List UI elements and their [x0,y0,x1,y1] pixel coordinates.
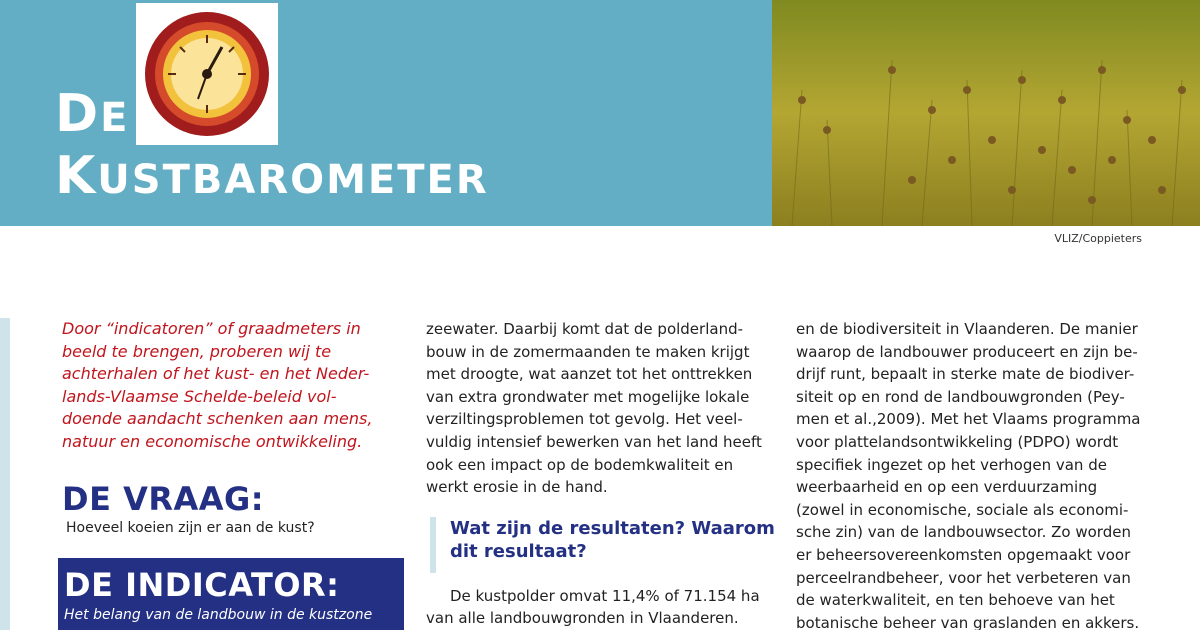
body-line: waarop de landbouwer produceert en zijn be- [796,342,1138,361]
barometer-dial-icon [136,3,278,145]
photo-credit: VLIZ/Coppieters [1054,232,1142,245]
body-line: (zowel in economische, sociale als economi- [796,500,1129,519]
intro-line: lands-Vlaamse Schelde-beleid vol- [62,386,337,406]
vraag-heading: DE VRAAG: [62,480,265,518]
subheading-accent-bar [430,517,436,573]
column-2-last-text [426,607,772,630]
flax-field-illustration [772,0,1200,226]
body-line: specifiek ingezet op het verhogen van de [796,455,1107,474]
body-line: er beheersovereenkomsten opgemaakt voor [796,545,1131,564]
body-line: met droogte, wat aanzet tot het onttrekken [426,365,753,384]
body-line: bouw in de zomermaanden te maken krijgt [426,342,750,361]
body-line: men et al.,2009). Met het Vlaams programma [796,410,1141,429]
intro-line: achterhalen of het kust- en het Neder- [62,364,370,383]
body-line: zeewater. Daarbij komt dat de polderland- [426,320,744,338]
body-line: ook een impact op de bodemkwaliteit en [426,455,734,474]
column-3-text [796,318,1156,630]
column-2-after-text [450,585,770,608]
barometer-logo [136,3,278,145]
body-line: siteit op en rond de landbouwgronden (Pey- [796,387,1125,406]
intro-line: doende aandacht schenken aan mens, [62,409,373,428]
body-line: en de biodiversiteit in Vlaanderen. De manier [796,320,1138,338]
intro-line: Door “indicatoren” of graadmeters in [62,319,361,338]
intro-line: natuur en economische ontwikkeling. [62,431,363,451]
results-subheading: Wat zijn de resultaten? Waarom dit resultaat? [450,518,775,562]
body-line: van extra grondwater met mogelijke lokale [426,387,750,406]
body-line: sche zin) van de landbouwsector. Zo worden [796,523,1131,542]
indicator-heading: DE INDICATOR: [64,566,340,604]
body-line: De kustpolder omvat 11,4% of 71.154 ha [450,587,760,605]
body-line: voor plattelandsontwikkeling (PDPO) wordt [796,432,1119,451]
vraag-text: Hoeveel koeien zijn er aan de kust? [66,520,315,536]
indicator-text: Het belang van de landbouw in de kustzone [64,607,373,623]
body-line: verziltingsproblemen tot gevolg. Het veel- [426,410,743,429]
body-line: vuldig intensief bewerken van het land heeft [426,432,762,451]
flax-field-photo [772,0,1200,226]
body-line: perceelrandbeheer, voor het verbeteren van [796,568,1131,587]
intro-text [62,318,392,453]
body-line: drijf runt, bepaalt in sterke mate de biodiver- [796,365,1135,384]
body-line: botanische beheer van graslanden en akkers. [796,613,1140,630]
body-line: de waterkwaliteit, en ten behoeve van het [796,591,1115,610]
body-line: van alle landbouwgronden in Vlaanderen. [426,609,739,627]
left-accent-stripe [0,318,10,630]
body-line: weerbaarheid en op een verduurzaming [796,478,1098,497]
body-line: werkt erosie in de hand. [426,478,608,497]
intro-line: beeld te brengen, proberen wij te [62,341,332,361]
column-2-text [426,318,772,499]
